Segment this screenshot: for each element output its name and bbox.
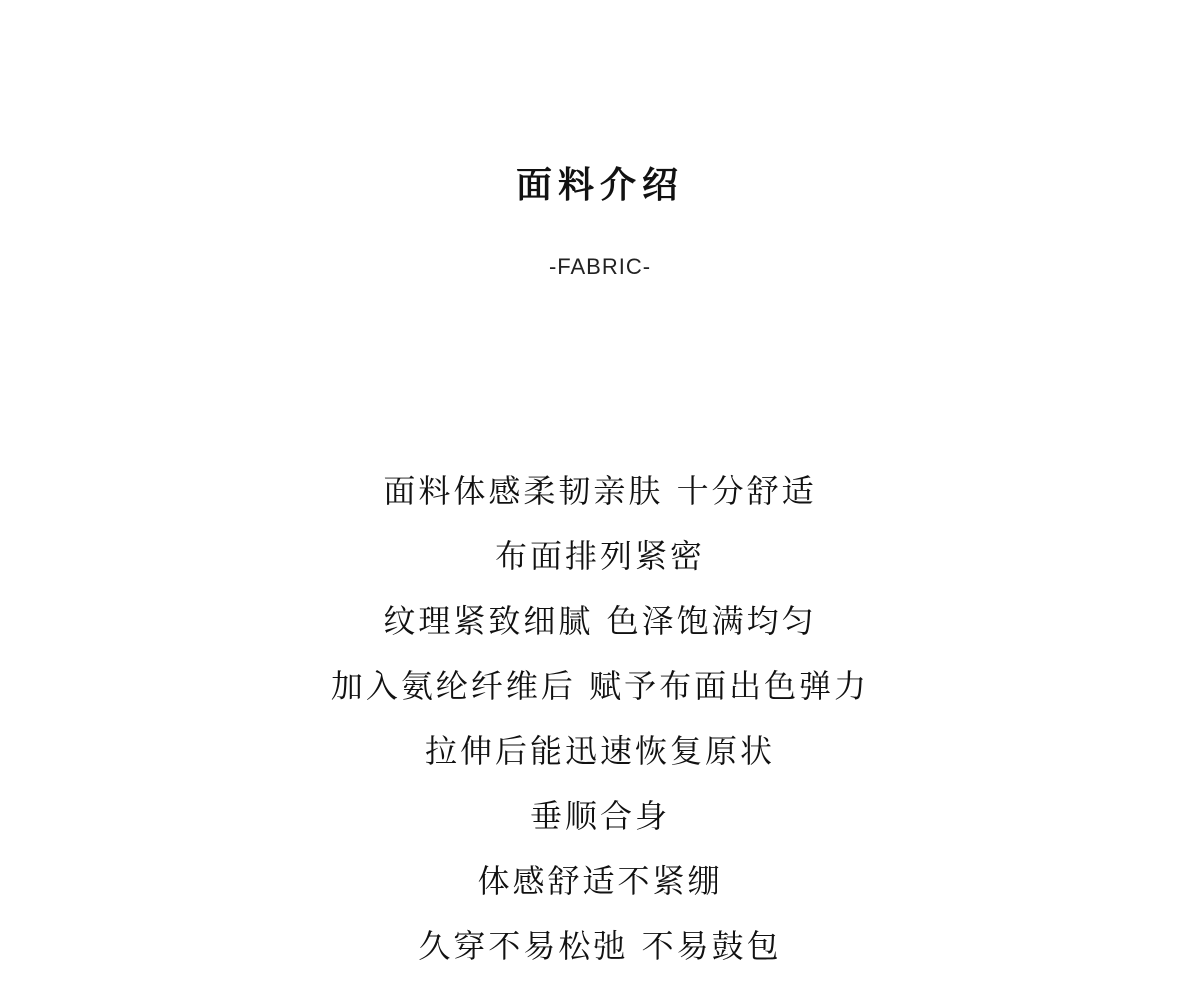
description-line: 久穿不易松弛 不易鼓包 [418,927,782,965]
description-line: 垂顺合身 [529,797,670,835]
description-line: 面料体感柔韧亲肤 十分舒适 [383,472,817,510]
description-line: 纹理紧致细腻 色泽饱满均匀 [383,602,817,640]
description-line: 体感舒适不紧绷 [477,862,723,900]
description-line: 拉伸后能迅速恢复原状 [424,732,775,770]
fabric-description [0,464,1200,984]
section-title: 面料介绍 [515,165,684,206]
description-line: 布面排列紧密 [494,537,705,575]
section-subtitle: -FABRIC- [548,254,652,279]
description-line: 加入氨纶纤维后 赋予布面出色弹力 [330,667,870,705]
